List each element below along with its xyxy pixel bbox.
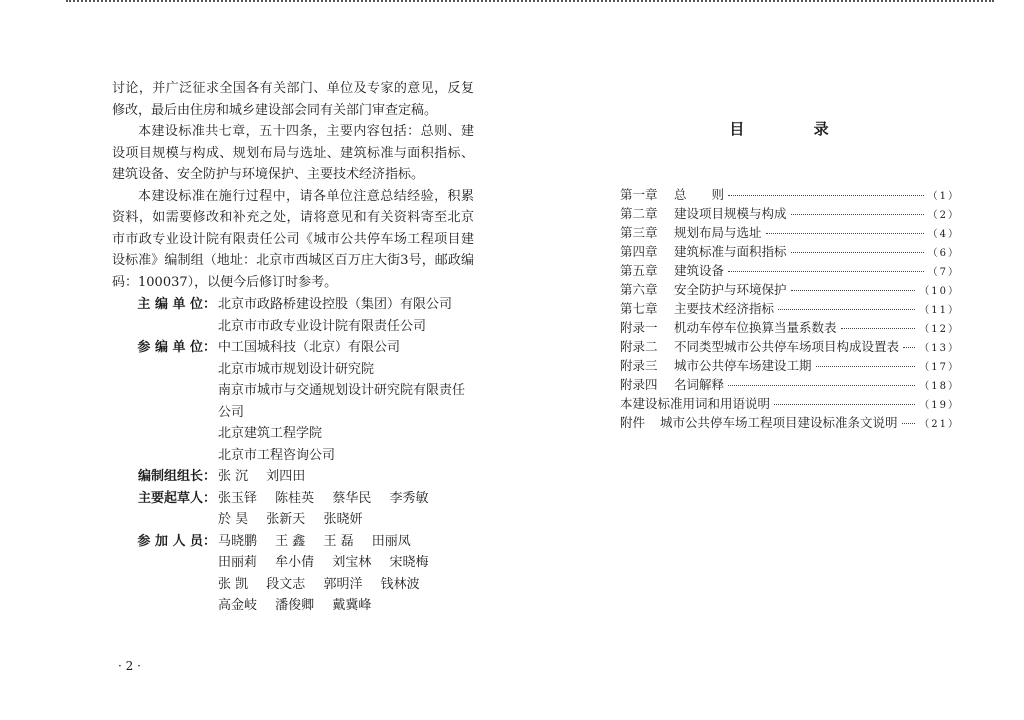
person-name: 宋晓梅 (389, 555, 429, 570)
credits-block (112, 294, 474, 617)
toc-chapter: 第五章 (620, 263, 658, 278)
person-name: 牟小倩 (275, 555, 315, 570)
paragraph-feedback: 本建设标准在施行过程中，请各单位注意总结经验，积累资料，如需要修改和补充之处，请将意见和有关资料寄至北京市市政专业设计院有限责任公司《城市公共停车场工程项目建设标准》编制组（地址：北京市西城区百万庄大街3号，邮政编码：100037），以便今后修订时参考。 (112, 188, 474, 290)
toc-chapter: 附录三 (620, 358, 658, 373)
toc-chapter: 第一章 (620, 187, 658, 202)
person-name: 钱林波 (380, 576, 420, 592)
person-name: 马晓鹏 (218, 533, 258, 549)
toc-page: （17） (919, 362, 960, 373)
toc-chapter: 第二章 (620, 206, 658, 221)
toc-page: （6） (927, 248, 960, 259)
person-name: 段文志 (266, 576, 306, 592)
toc-entry-title: 总 则 (674, 187, 725, 202)
toc-leader (728, 385, 915, 386)
toc-entry[interactable] (620, 413, 960, 432)
toc-page: （21） (919, 419, 960, 430)
toc-page: （7） (927, 267, 960, 278)
person-name: 张晓妍 (323, 512, 363, 527)
toc-entry-title: 建筑设备 (674, 263, 725, 278)
toc-chapter: 附件 (620, 415, 646, 430)
toc-entry-title: 城市公共停车场工程项目建设标准条文说明 (660, 415, 898, 430)
toc-leader (774, 404, 915, 405)
page-number: · 2 · (118, 659, 141, 673)
toc-entry[interactable] (620, 375, 960, 394)
toc-chapter: 附录二 (620, 339, 658, 354)
toc-entry-title: 不同类型城市公共停车场项目构成设置表 (674, 339, 900, 354)
toc-leader (791, 290, 916, 291)
person-name: 戴冀峰 (332, 598, 372, 613)
toc-entry[interactable] (620, 261, 960, 280)
credit-label: 参 加 人 员： (137, 533, 216, 549)
table-of-contents (620, 118, 960, 432)
credit-unit: 北京市市政专业设计院有限责任公司 (218, 318, 427, 334)
toc-leader (728, 195, 924, 196)
person-name: 刘四田 (266, 469, 306, 484)
toc-entry-title: 建筑标准与面积指标 (674, 244, 787, 259)
toc-leader (728, 271, 924, 272)
credit-label: 主 编 单 位： (137, 297, 216, 312)
person-name: 刘宝林 (332, 555, 372, 570)
toc-list (620, 185, 960, 432)
toc-page: （12） (919, 324, 960, 335)
toc-entry-title: 安全防护与环境保护 (674, 282, 787, 297)
toc-chapter: 第六章 (620, 282, 658, 297)
toc-page: （1） (927, 191, 960, 202)
person-name: 陈桂英 (275, 490, 315, 506)
person-name: 张新天 (266, 512, 306, 527)
left-page (112, 78, 474, 617)
person-name: 高金岐 (218, 598, 258, 613)
paragraph-contents: 本建设标准共七章，五十四条，主要内容包括：总则、建设项目规模与构成、规划布局与选址、建筑标准与面积指标、建筑设备、安全防护与环境保护、主要技术经济指标。 (112, 124, 474, 182)
toc-chapter: 第三章 (620, 225, 658, 240)
credit-unit: 北京市政路桥建设控股（集团）有限公司 (218, 297, 453, 312)
toc-entry-title: 本建设标准用词和用语说明 (620, 396, 771, 411)
top-border-rule (66, 0, 994, 4)
toc-page: （11） (919, 305, 960, 316)
paragraph-review: 讨论，并广泛征求全国各有关部门、单位及专家的意见，反复修改，最后由住房和城乡建设部会同有关部门审查定稿。 (112, 81, 474, 118)
toc-chapter: 第四章 (620, 244, 658, 259)
toc-page: （18） (919, 381, 960, 392)
credit-unit: 北京建筑工程学院 (218, 426, 323, 441)
person-name: 王 鑫 (275, 533, 306, 549)
credit-chief-editor-units (112, 294, 474, 337)
person-name: 潘俊卿 (275, 598, 315, 613)
person-name: 张 沉 (218, 469, 249, 484)
toc-leader (902, 423, 916, 424)
person-name: 张 凯 (218, 576, 249, 592)
credit-label: 主要起草人： (137, 490, 216, 506)
person-name: 张玉铎 (218, 490, 258, 506)
toc-leader (816, 366, 916, 367)
toc-entry[interactable] (620, 394, 960, 413)
credit-label: 编制组组长： (137, 469, 216, 484)
toc-page: （4） (927, 229, 960, 240)
toc-entry[interactable] (620, 242, 960, 261)
person-name: 蔡华民 (332, 490, 372, 506)
credit-unit: 中工国城科技（北京）有限公司 (218, 340, 401, 355)
toc-entry-title: 建设项目规模与构成 (674, 206, 787, 221)
credit-participating-units (112, 337, 474, 466)
toc-entry[interactable] (620, 299, 960, 318)
credit-unit: 南京市城市与交通规划设计研究院有限责任公司 (218, 383, 466, 420)
toc-leader (791, 214, 924, 215)
toc-entry-title: 机动车停车位换算当量系数表 (674, 320, 837, 335)
toc-chapter: 附录一 (620, 320, 658, 335)
credit-main-drafters (112, 488, 474, 531)
toc-entry[interactable] (620, 337, 960, 356)
person-name: 田丽莉 (218, 555, 258, 570)
toc-leader (778, 309, 915, 310)
toc-page: （13） (919, 343, 960, 354)
toc-leader (903, 347, 915, 348)
toc-entry[interactable] (620, 185, 960, 204)
toc-entry[interactable] (620, 318, 960, 337)
credit-label: 参 编 单 位： (137, 340, 216, 355)
person-name: 郭明洋 (323, 576, 363, 592)
toc-page: （19） (919, 400, 960, 411)
person-name: 田丽凤 (371, 533, 411, 549)
toc-entry[interactable] (620, 280, 960, 299)
toc-title: 目 录 (729, 120, 861, 138)
toc-entry-title: 主要技术经济指标 (674, 301, 775, 316)
toc-page: （10） (919, 286, 960, 297)
person-name: 王 磊 (323, 533, 354, 549)
toc-chapter: 第七章 (620, 301, 658, 316)
toc-leader (766, 233, 924, 234)
toc-leader (791, 252, 924, 253)
toc-entry-title: 名词解释 (674, 377, 725, 392)
toc-entry-title: 规划布局与选址 (674, 225, 762, 240)
person-name: 李秀敏 (389, 490, 429, 506)
toc-entry[interactable] (620, 223, 960, 242)
credit-participants (112, 531, 474, 617)
credit-unit: 北京市工程咨询公司 (218, 447, 336, 463)
toc-entry-title: 城市公共停车场建设工期 (674, 358, 812, 373)
credit-unit: 北京市城市规划设计研究院 (218, 361, 375, 377)
toc-entry[interactable] (620, 356, 960, 375)
credit-group-leader (112, 466, 474, 488)
toc-leader (841, 328, 916, 329)
person-name: 於 昊 (218, 512, 249, 527)
toc-chapter: 附录四 (620, 377, 658, 392)
toc-entry[interactable] (620, 204, 960, 223)
toc-page: （2） (927, 210, 960, 221)
